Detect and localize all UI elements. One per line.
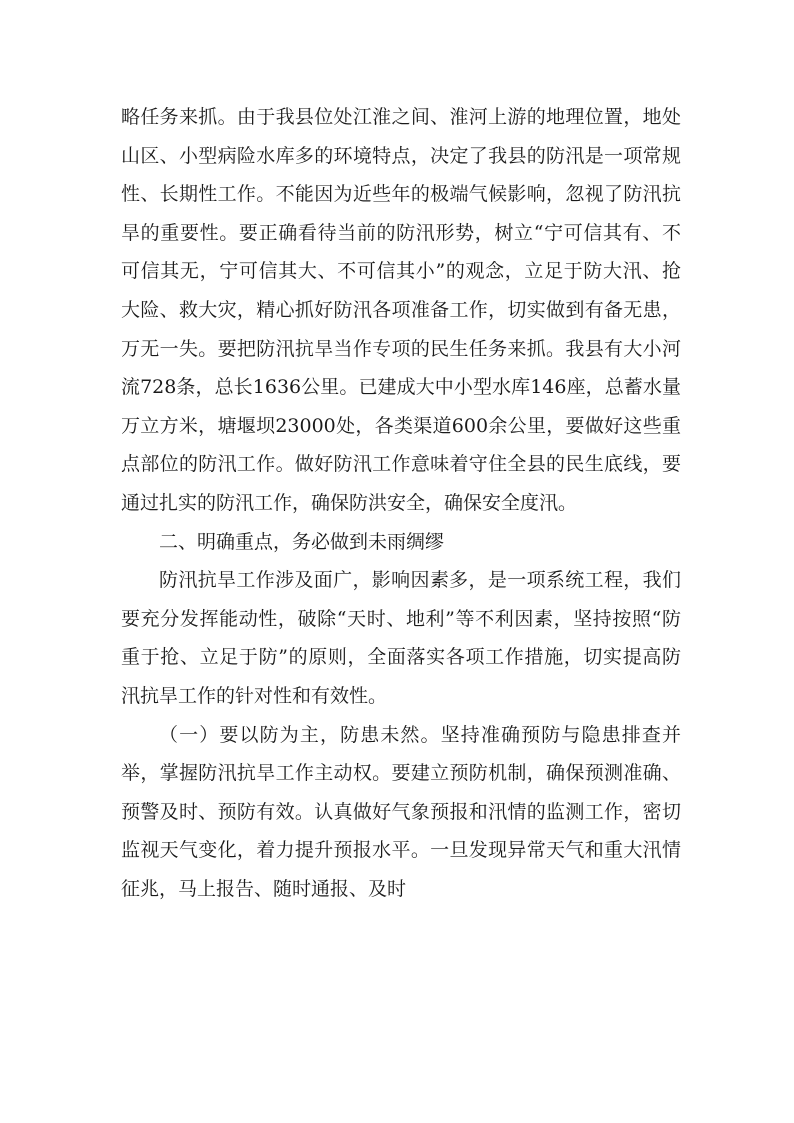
document-body	[121, 98, 681, 908]
section-heading: 二、明确重点，务必做到未雨绸缪	[159, 530, 445, 553]
body-paragraph-continued: 略任务来抓。由于我县位处江淮之间、淮河上游的地理位置，地处山区、小型病险水库多的环境特点，决定了我县的防汛是一项常规性、长期性工作。不能因为近些年的极端气候影响，忽视了防汛抗旱的重要性。要正确看待当前的防汛形势，树立“宁可信其有、不可信其无，宁可信其大、不可信其小”的观念，立足于防大汛、抢大险、救大灾，精心抓好防汛各项准备工作，切实做到有备无患，万无一失。要把防汛抗旱当作专项的民生任务来抓。我县有大小河流728条，总长1636公里。已建成大中小型水库146座，总蓄水量万立方米，塘堰坝23000处，各类渠道600余公里，要做好这些重点部位的防汛工作。做好防汛工作意味着守住全县的民生底线，要通过扎实的防汛工作，确保防洪安全，确保安全度汛。	[121, 106, 681, 514]
body-paragraph: 防汛抗旱工作涉及面广，影响因素多，是一项系统工程，我们要充分发挥能动性，破除“天时、地利”等不利因素，坚持按照“防重于抢、立足于防”的原则，全面落实各项工作措施，切实提高防汛抗旱工作的针对性和有效性。	[121, 569, 681, 707]
body-paragraph-subsection: （一）要以防为主，防患未然。坚持准确预防与隐患排查并举，掌握防汛抗旱工作主动权。要建立预防机制，确保预测准确、预警及时、预防有效。认真做好气象预报和汛情的监测工作，密切监视天气变化，着力提升预报水平。一旦发现异常天气和重大汛情征兆，马上报告、随时通报、及时	[121, 723, 681, 900]
